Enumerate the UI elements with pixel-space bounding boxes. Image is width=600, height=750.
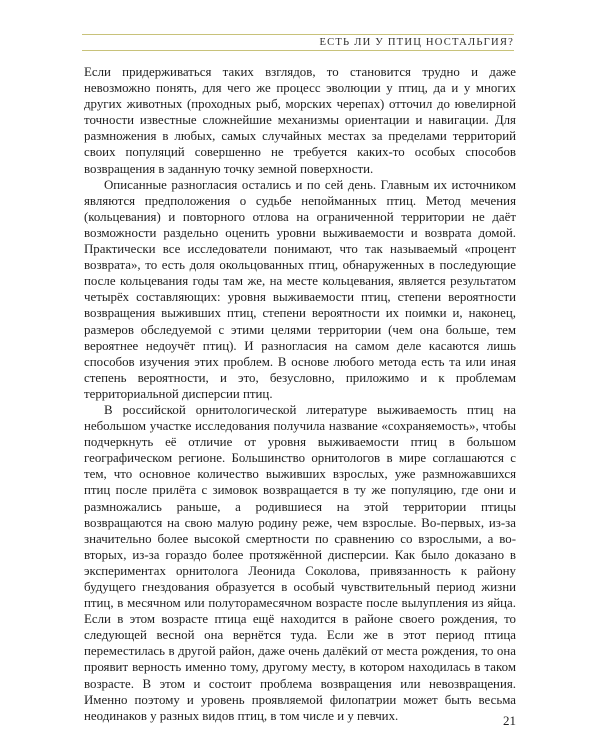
paragraph-2: Описанные разногласия остались и по сей день. Главным их источником являются предположения о судьбе непойманных птиц. Метод мечения (кольцевания) и повторного отлова на ограниченной территории не даёт возможности раздельно оценить уровни выживаемости и возврата домой. Практически все исследователи понимают, что так называемый «процент возврата», то есть доля окольцованных птиц, обнаруженных в последующие после кольцевания годы там же, на месте кольцевания, является результатом четырёх составляющих: уровня выживаемости птиц, степени вероятности возвращения выживших птиц, степени вероятности их поимки и, наконец, размеров обследуемой с этими целями территории (чем она больше, тем вероятнее недоучёт птиц). И разногласия на самом деле касаются лишь способов изучения этих проблем. В основе любого метода есть та или иная степень вероятности, и это, безусловно, приложимо и к проблемам территориальной дисперсии птиц. — [84, 177, 516, 401]
paragraph-3: В российской орнитологической литературе выживаемость птиц на небольшом участке исследования получила название «сохраняемость», чтобы подчеркнуть её отличие от уровня выживаемости птиц в большом географическом регионе. Большинство орнитологов в мире соглашаются с тем, что основное количество выживших взрослых, уже размножавшихся птиц после прилёта с зимовок возвращается в ту же популяцию, где они и размножались раньше, а родившиеся на этой территории птицы возвращаются на свою малую родину реже, чем взрослые. Во-первых, из-за значительно более высокой смертности по сравнению со взрослыми, а во-вторых, из-за гораздо более протяжённой дисперсии. Как было доказано в экспериментах орнитолога Леонида Соколова, привязанность к району будущего гнездования образуется в особый чувствительный период жизни птиц, в месячном или полуторамесячном возрасте после вылупления из яйца. Если в этом возрасте птица ещё находится в районе своего рождения, то следующей весной она вернётся туда. Если же в этот период птица переместилась в другой район, даже очень далёкий от места рождения, то она проявит верность именно тому, другому месту, в котором находилась в таком возрасте. В этом и состоит проблема возвращения или невозвращения. Именно поэтому и уровень проявляемой филопатрии может быть весьма неодинаков у разных видов птиц, в том числе и у певчих. — [84, 402, 516, 723]
header-top-rule — [82, 34, 514, 35]
running-head-title: ЕСТЬ ЛИ У ПТИЦ НОСТАЛЬГИЯ? — [319, 37, 514, 48]
paragraph-1: Если придерживаться таких взглядов, то становится трудно и даже невозможно понять, для чего же процесс эволюции у птиц, да и у многих других животных (проходных рыб, морских черепах) отточил до ювелирной точности известные сложнейшие механизмы ориентации и навигации. Для размножения в любых, самых случайных местах за пределами территорий своих популяций совершенно не требуется каких-то особых способов возвращения в заданную точку земной поверхности. — [84, 65, 516, 176]
body-text — [84, 64, 516, 724]
header-bottom-rule — [82, 50, 514, 51]
page-number: 21 — [503, 713, 516, 728]
